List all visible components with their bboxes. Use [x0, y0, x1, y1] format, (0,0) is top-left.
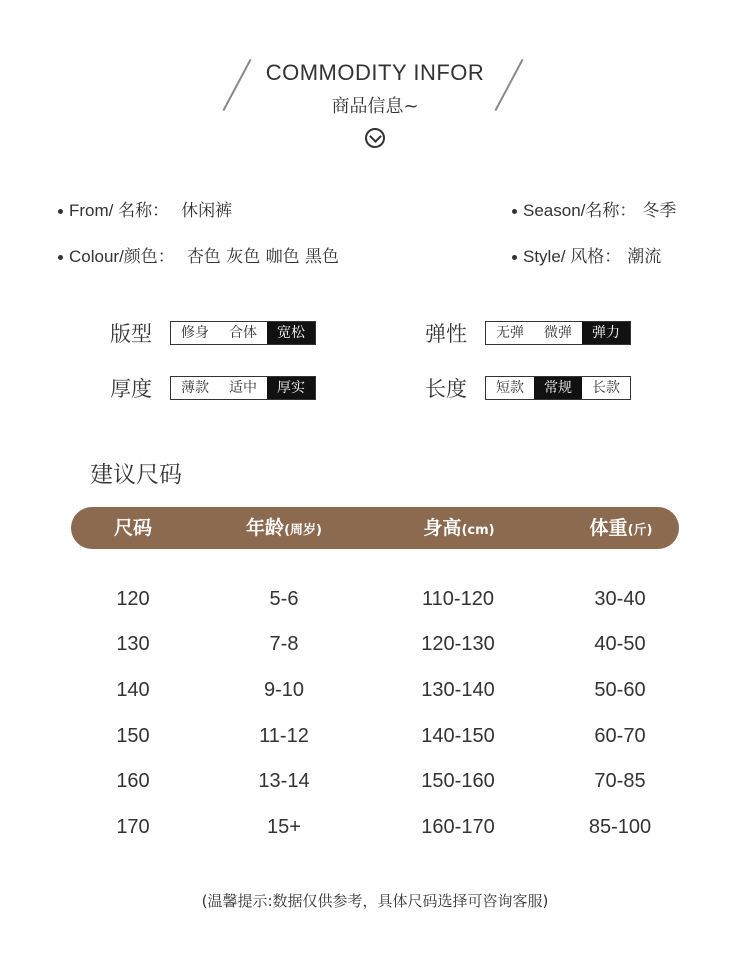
info-season — [512, 196, 676, 221]
info-colour — [58, 242, 339, 267]
header-height-unit: (cm) — [461, 523, 495, 538]
cell-size: 120 — [116, 588, 150, 610]
header-height — [391, 507, 527, 549]
header-age-label: 年龄 — [246, 517, 285, 539]
size-section-title: 建议尺码 — [90, 462, 182, 488]
table-row — [0, 633, 750, 663]
cell-height: 150-160 — [421, 770, 495, 792]
info-colour-label: Colour/颜色： — [69, 247, 175, 266]
info-style-label: Style/ 风格： — [523, 247, 622, 266]
cell-age: 5-6 — [269, 588, 299, 610]
cell-size: 140 — [116, 679, 150, 701]
attr-length-name: 长度 — [425, 377, 467, 401]
attr-length-option: 长款 — [592, 380, 620, 396]
attr-length — [425, 375, 631, 401]
title-cn: 商品信息~ — [331, 96, 419, 117]
cell-weight: 50-60 — [594, 679, 646, 701]
header-age — [216, 507, 352, 549]
attr-fit-scale — [170, 321, 316, 345]
cell-size: 170 — [116, 816, 150, 838]
cell-age: 13-14 — [258, 770, 310, 792]
header-weight-label: 体重 — [589, 517, 628, 539]
cell-size: 130 — [116, 633, 150, 655]
info-from-value: 休闲裤 — [181, 201, 233, 221]
attr-thickness-name: 厚度 — [110, 377, 152, 401]
size-note: (温馨提示:数据仅供参考，具体尺码选择可咨询客服) — [201, 892, 549, 910]
title-en: COMMODITY INFOR — [265, 60, 485, 85]
attr-fit-option: 宽松 — [267, 322, 315, 344]
info-from-label: From/ 名称： — [69, 201, 170, 220]
bullet-icon — [58, 255, 63, 260]
cell-height: 140-150 — [421, 725, 495, 747]
cell-weight: 30-40 — [594, 588, 646, 610]
attr-elastic-option: 无弹 — [496, 325, 524, 341]
header-size-label: 尺码 — [113, 517, 152, 539]
cell-weight: 60-70 — [594, 725, 646, 747]
table-row — [0, 588, 750, 618]
table-row — [0, 770, 750, 800]
cell-size: 150 — [116, 725, 150, 747]
chevron-down-circle-icon — [365, 128, 385, 148]
bullet-icon — [512, 209, 517, 214]
cell-age: 11-12 — [259, 725, 309, 747]
header-weight — [561, 507, 681, 549]
attr-fit-name: 版型 — [110, 322, 152, 346]
cell-age: 7-8 — [269, 633, 299, 655]
cell-weight: 70-85 — [594, 770, 646, 792]
attr-thickness-option: 薄款 — [181, 380, 209, 396]
header-age-unit: (周岁) — [284, 523, 322, 538]
info-style — [512, 242, 661, 267]
header-size — [71, 507, 195, 549]
attr-elastic-scale — [485, 321, 631, 345]
cell-height: 160-170 — [421, 816, 495, 838]
attr-elastic-option: 弹力 — [582, 322, 630, 344]
cell-size: 160 — [116, 770, 150, 792]
attr-thickness-scale — [170, 376, 316, 400]
info-colour-value: 杏色 灰色 咖色 黑色 — [186, 247, 340, 267]
table-row — [0, 816, 750, 846]
attr-length-option: 常规 — [534, 377, 582, 399]
cell-height: 130-140 — [421, 679, 495, 701]
attr-thickness-option: 厚实 — [267, 377, 315, 399]
bullet-icon — [512, 255, 517, 260]
header — [0, 0, 750, 170]
bullet-icon — [58, 209, 63, 214]
cell-height: 110-120 — [422, 588, 494, 610]
info-season-value: 冬季 — [642, 201, 677, 221]
info-season-label: Season/名称： — [523, 201, 637, 220]
attr-fit — [110, 320, 316, 346]
attr-length-option: 短款 — [496, 380, 524, 396]
attr-elastic — [425, 320, 631, 346]
cell-weight: 85-100 — [588, 816, 652, 838]
attr-elastic-option: 微弹 — [544, 325, 572, 341]
cell-height: 120-130 — [421, 633, 495, 655]
cell-age: 15+ — [267, 816, 301, 838]
size-table-header — [71, 507, 679, 549]
attr-length-scale — [485, 376, 631, 400]
info-style-value: 潮流 — [627, 247, 662, 267]
attr-elastic-name: 弹性 — [425, 322, 467, 346]
cell-age: 9-10 — [263, 679, 305, 701]
table-row — [0, 725, 750, 755]
attr-thickness-option: 适中 — [229, 380, 257, 396]
attr-thickness — [110, 375, 316, 401]
attr-fit-option: 合体 — [229, 325, 257, 341]
attr-fit-option: 修身 — [181, 325, 209, 341]
header-weight-unit: (斤) — [627, 523, 653, 538]
table-row — [0, 679, 750, 709]
cell-weight: 40-50 — [594, 633, 646, 655]
header-height-label: 身高 — [423, 517, 462, 539]
info-from — [58, 196, 232, 221]
